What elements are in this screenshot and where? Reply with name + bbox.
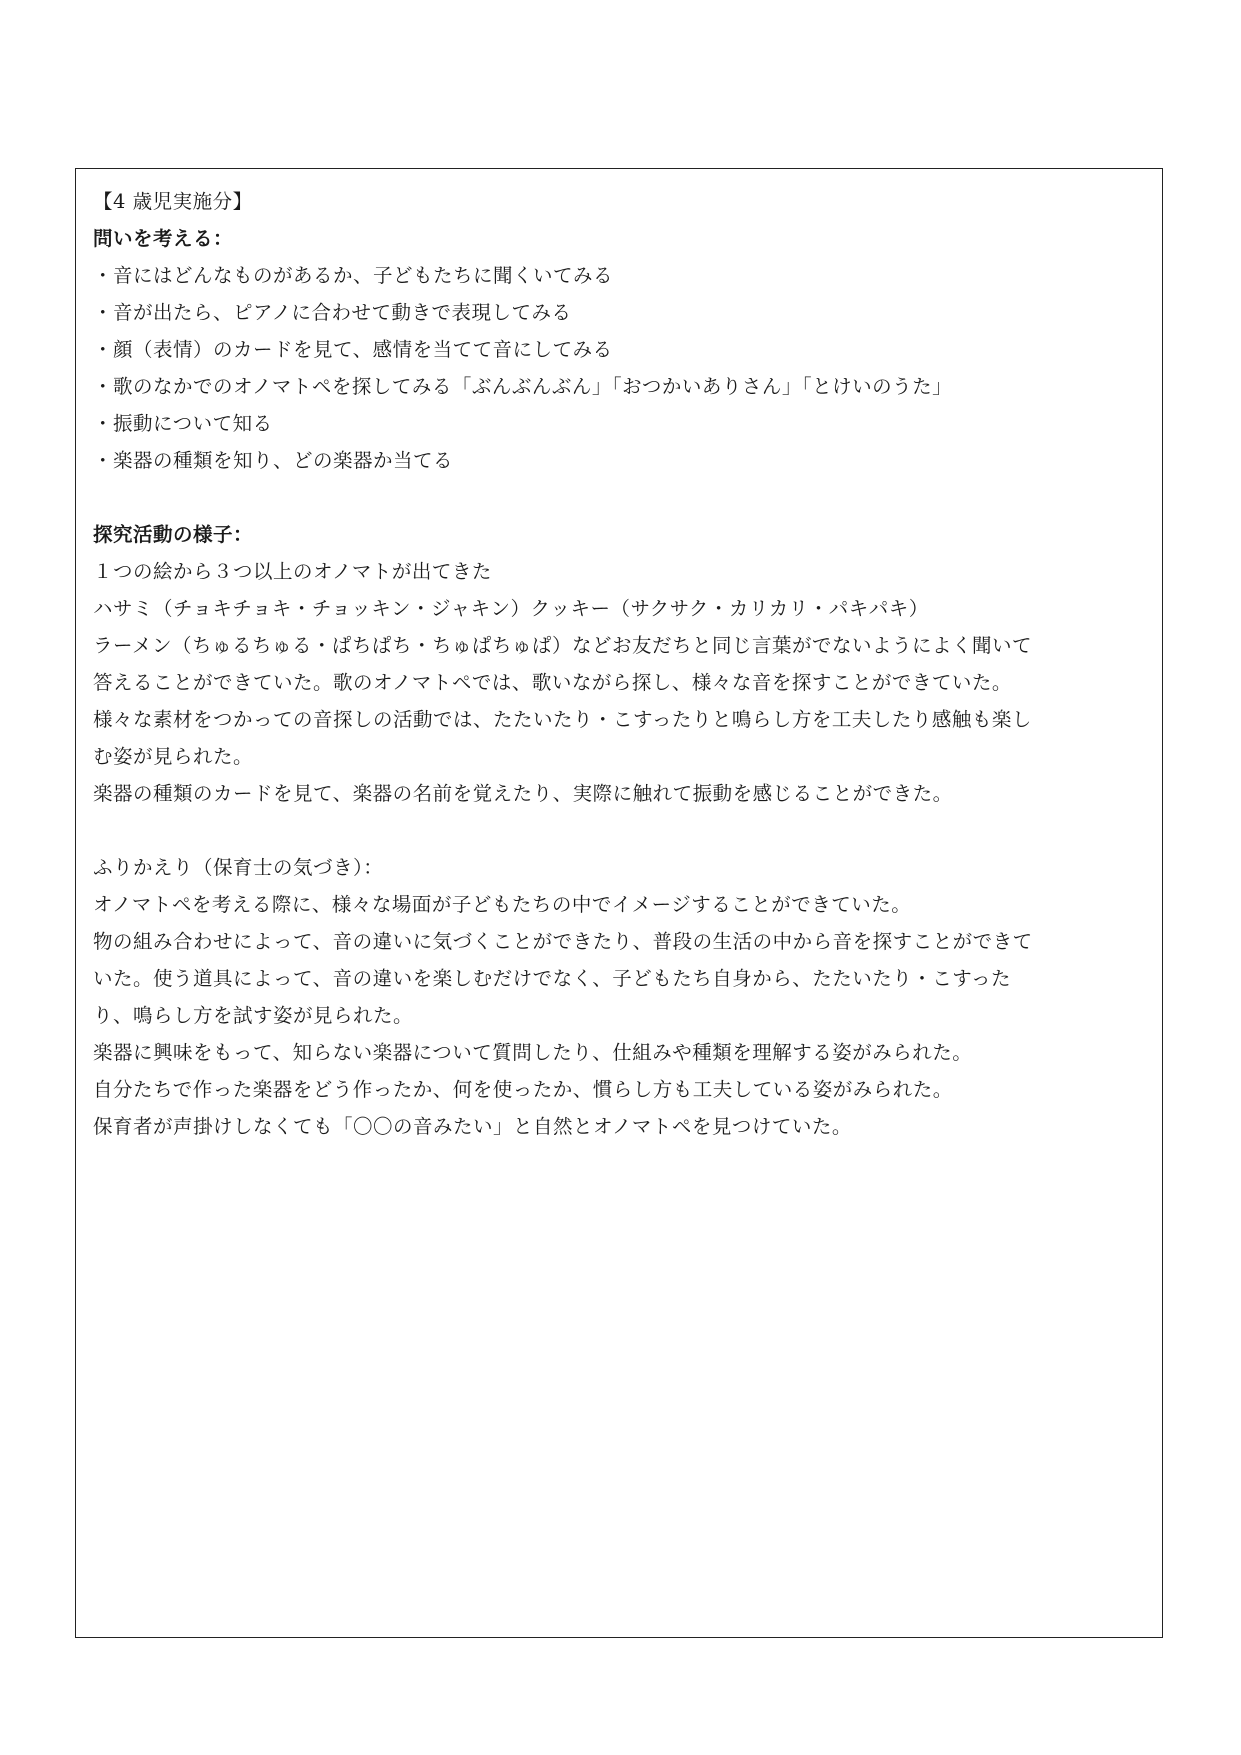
- reflection-line: り、鳴らし方を試す姿が見られた。: [93, 1004, 414, 1027]
- reflection-line: 自分たちで作った楽器をどう作ったか、何を使ったか、慣らし方も工夫している姿がみられた。: [93, 1078, 953, 1101]
- question-item: ・音が出たら、ピアノに合わせて動きで表現してみる: [93, 301, 572, 324]
- question-item: ・振動について知る: [93, 412, 273, 435]
- questions-heading: 問いを考える：: [93, 227, 234, 250]
- section-title: 【4 歳児実施分】: [93, 190, 253, 213]
- activity-line: 楽器の種類のカードを見て、楽器の名前を覚えたり、実際に触れて振動を感じることができた。: [93, 782, 953, 805]
- report-content: [93, 183, 1147, 1145]
- spacer: [93, 479, 1147, 516]
- activity-heading: 探究活動の様子：: [93, 523, 254, 546]
- activity-line: 様々な素材をつかっての音探しの活動では、たたいたり・こすったりと鳴らし方を工夫したり感触も楽し: [93, 708, 1032, 731]
- activity-line: １つの絵から３つ以上のオノマトが出てきた: [93, 560, 492, 583]
- activity-line: む姿が見られた。: [93, 745, 254, 768]
- spacer: [93, 812, 1147, 849]
- report-frame: [75, 168, 1163, 1638]
- reflection-line: 物の組み合わせによって、音の違いに気づくことができたり、普段の生活の中から音を探すことができて: [93, 930, 1033, 953]
- question-item: ・音にはどんなものがあるか、子どもたちに聞くいてみる: [93, 264, 614, 287]
- reflection-line: 保育者が声掛けしなくても「〇〇の音みたい」と自然とオノマトペを見つけていた。: [93, 1115, 852, 1138]
- activity-line: 答えることができていた。歌のオノマトペでは、歌いながら探し、様々な音を探すことができていた。: [93, 671, 1012, 694]
- activity-line: ラーメン（ちゅるちゅる・ぱちぱち・ちゅぱちゅぱ）などお友だちと同じ言葉がでないようによく聞いて: [93, 634, 1033, 657]
- reflection-line: いた。使う道具によって、音の違いを楽しむだけでなく、子どもたち自身から、たたいたり・こすった: [93, 967, 1012, 990]
- reflection-line: 楽器に興味をもって、知らない楽器について質問したり、仕組みや種類を理解する姿がみられた。: [93, 1041, 973, 1064]
- question-item: ・歌のなかでのオノマトペを探してみる「ぶんぶんぶん」「おつかいありさん」「とけいのうた」: [93, 375, 953, 398]
- reflection-heading: ふりかえり（保育士の気づき）：: [93, 856, 384, 879]
- question-item: ・顔（表情）のカードを見て、感情を当てて音にしてみる: [93, 338, 613, 361]
- reflection-line: オノマトペを考える際に、様々な場面が子どもたちの中でイメージすることができていた。: [93, 893, 912, 916]
- question-item: ・楽器の種類を知り、どの楽器か当てる: [93, 449, 454, 472]
- activity-line: ハサミ（チョキチョキ・チョッキン・ジャキン）クッキー（サクサク・カリカリ・パキパキ）: [93, 597, 929, 620]
